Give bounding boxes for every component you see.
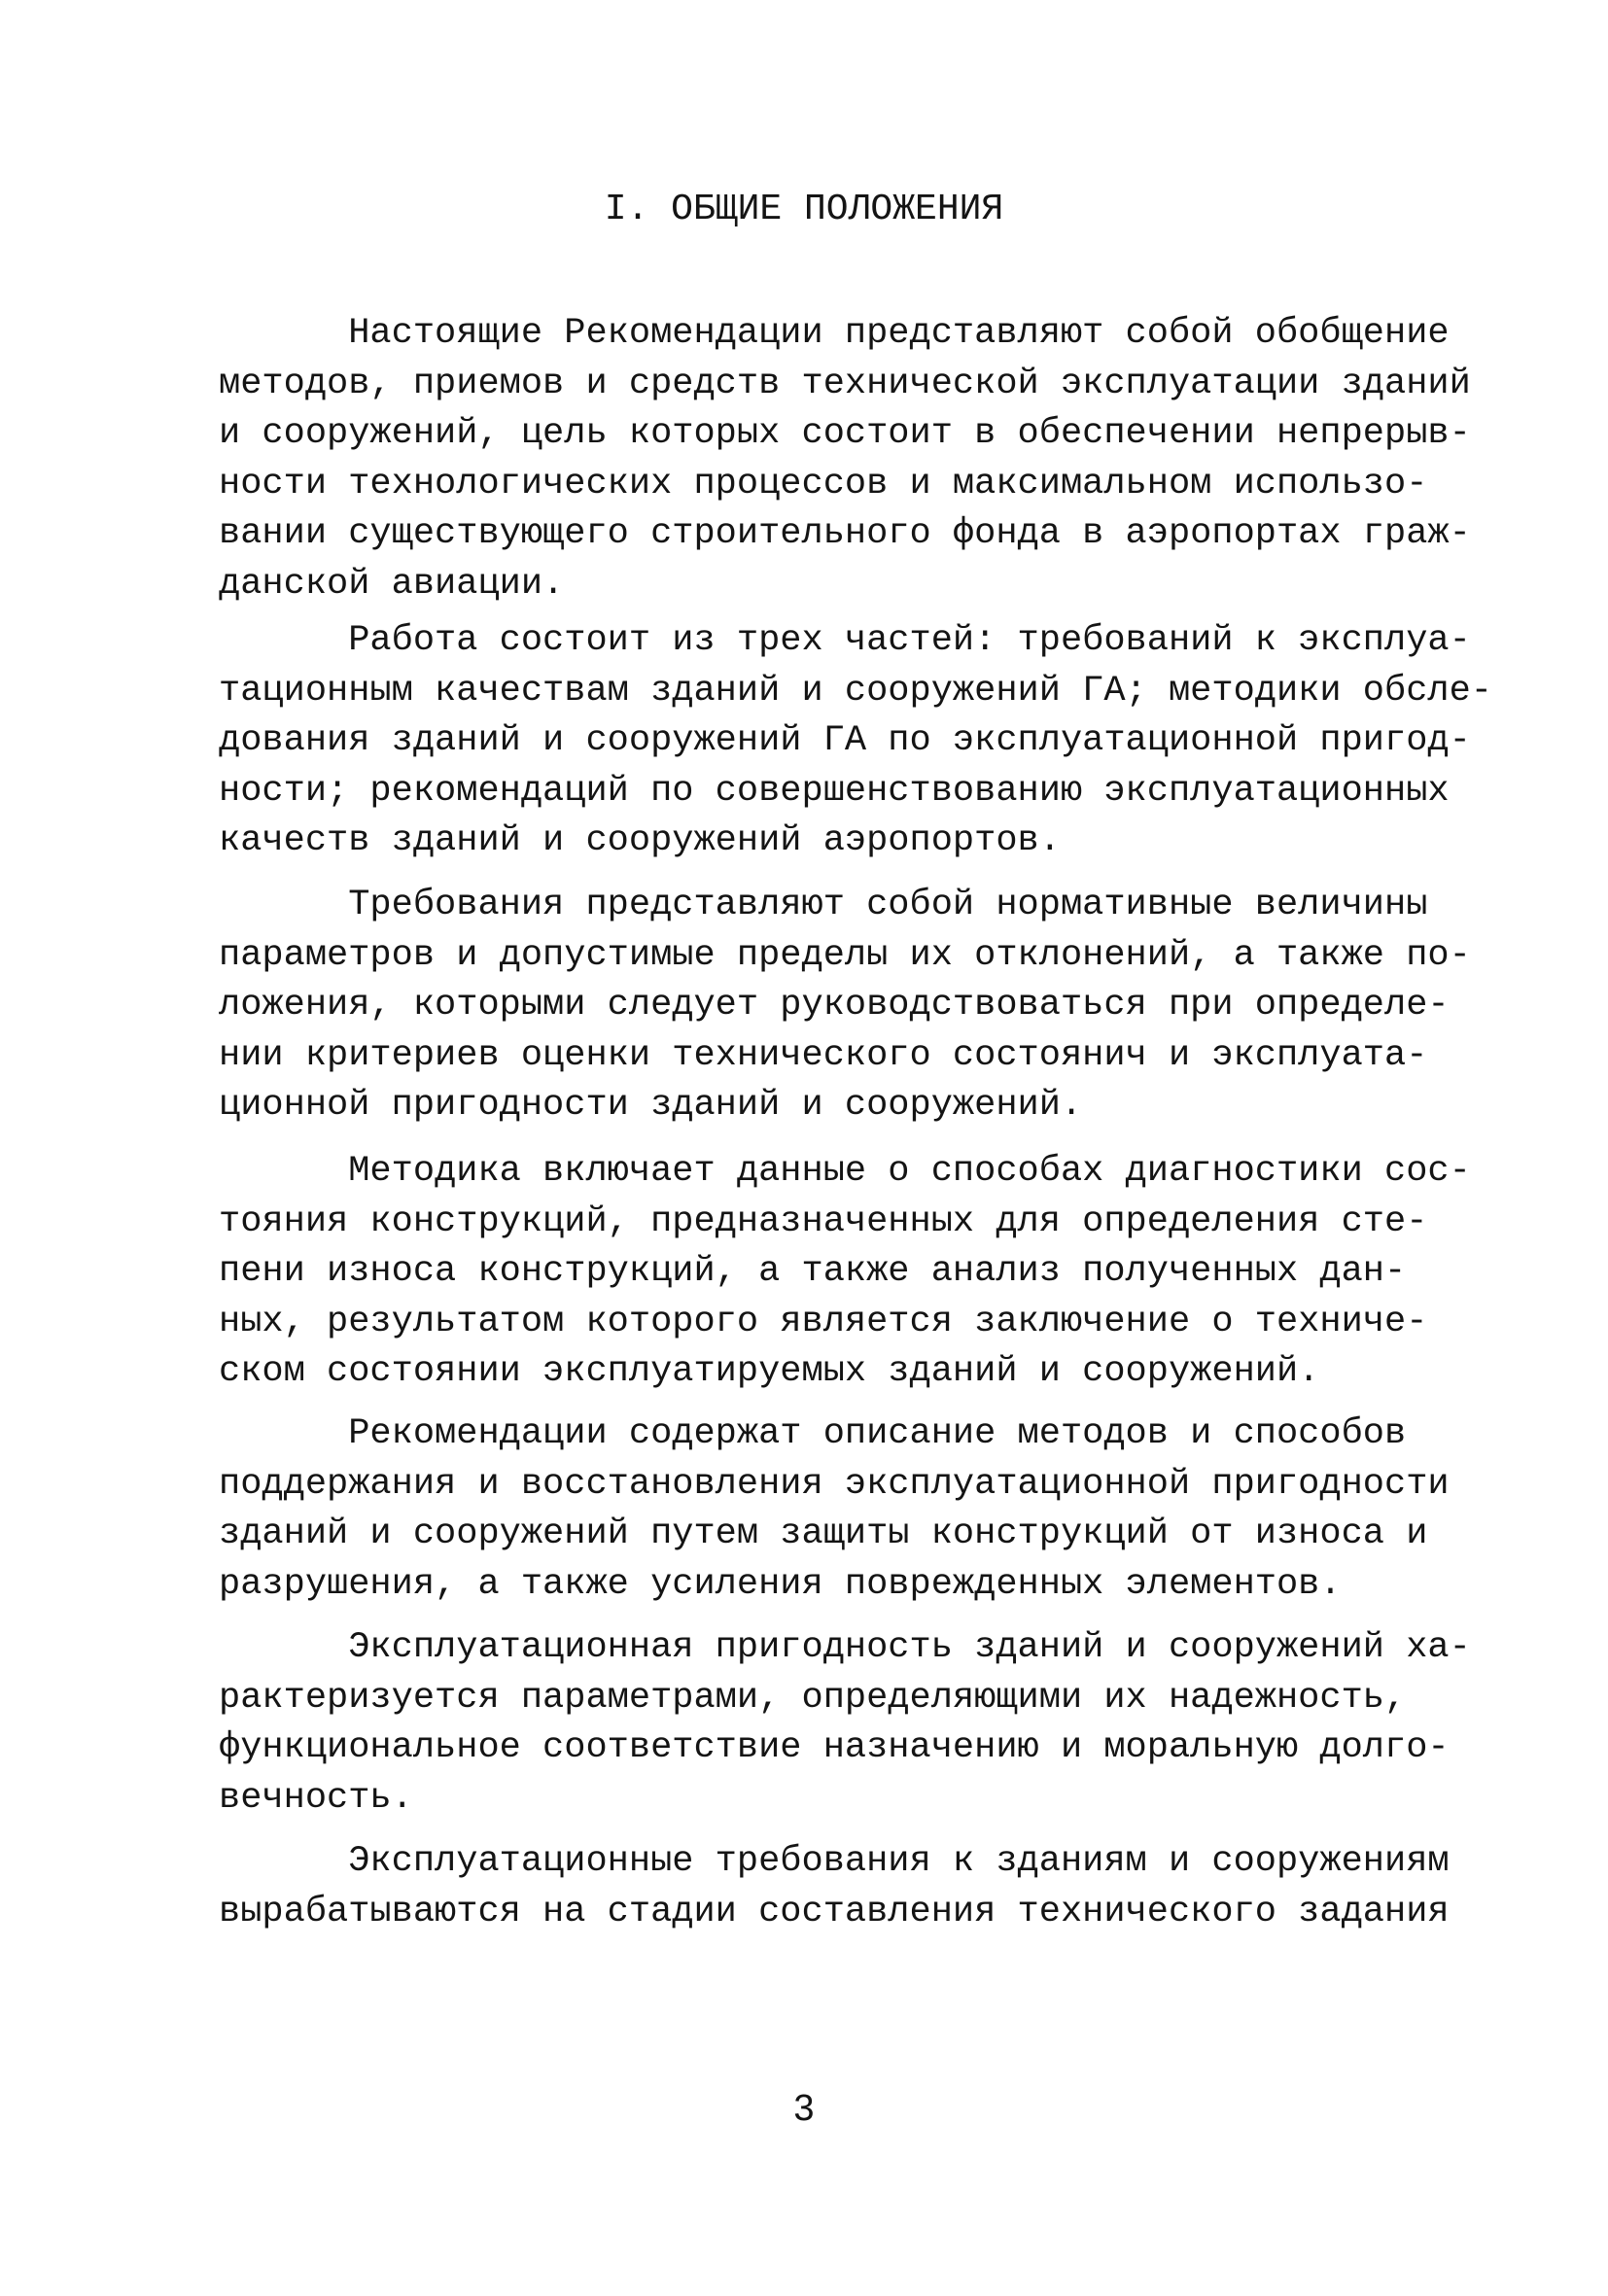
text-line: рактеризуется параметрами, определяющими их надежность, [219,1677,1407,1719]
text-line: ложения, которыми следует руководствоваться при определе- [219,985,1450,1026]
text-line: параметров и допустимые пределы их отклонений, а также по- [219,934,1471,976]
text-line: тояния конструкций, предназначенных для определения сте- [219,1200,1428,1242]
text-line: ском состоянии эксплуатируемых зданий и сооружений. [219,1351,1320,1392]
paragraph-4 [219,1147,1471,1398]
text-line: тационным качествам зданий и сооружений ГА; методики обсле- [219,670,1493,712]
text-line: ционной пригодности зданий и сооружений. [219,1085,1083,1126]
text-line: нии критериев оценки технического состоянич и эксплуата- [219,1034,1428,1076]
text-line: и сооружений, цель которых состоит в обеспечении непрерыв- [219,413,1471,454]
text-line: поддержания и восстановления эксплуатационной пригодности [219,1463,1450,1505]
text-line: вечность. [219,1777,413,1819]
paragraph-5 [219,1409,1450,1610]
text-line: зданий и сооружений путем защиты конструкций от износа и [219,1513,1428,1554]
text-line: вырабатываются на стадии составления технического задания [219,1891,1450,1932]
text-line: дования зданий и сооружений ГА по эксплуатационной пригод- [219,720,1471,761]
page-number: 3 [793,2088,815,2129]
paragraph-1 [219,309,1471,609]
text-line: качеств зданий и сооружений аэропортов. [219,820,1061,861]
text-line: разрушения, а также усиления поврежденных элементов. [219,1563,1342,1605]
text-line: вании существующего строительного фонда в аэропортах граж- [219,513,1471,554]
text-line: пени износа конструкций, а также анализ полученных дан- [219,1251,1407,1292]
text-line: ности технологических процессов и максимальном использо- [219,463,1428,504]
paragraph-3 [219,881,1471,1131]
section-heading: I. ОБЩИЕ ПОЛОЖЕНИЯ [604,189,1004,230]
text-line: Работа состоит из трех частей: требований к эксплуа- [219,620,1471,661]
text-line: Настоящие Рекомендации представляют собой обобщение [219,313,1450,354]
text-line: Эксплуатационные требования к зданиям и сооружениям [219,1841,1450,1882]
text-line: Требования представляют собой нормативные величины [219,885,1428,925]
text-line: методов, приемов и средств технической эксплуатации зданий [219,363,1471,404]
text-line: ности; рекомендаций по совершенствованию эксплуатационных [219,770,1450,812]
text-line: Эксплуатационная пригодность зданий и сооружений ха- [219,1627,1471,1668]
paragraph-6 [219,1623,1471,1824]
text-line: ных, результатом которого является заключение о техниче- [219,1301,1428,1342]
paragraph-7 [219,1837,1450,1937]
text-line: данской авиации. [219,563,565,605]
text-line: Рекомендации содержат описание методов и способов [219,1413,1407,1454]
text-line: Методика включает данные о способах диагностики сос- [219,1151,1471,1192]
paragraph-2 [219,616,1493,867]
text-line: функциональное соответствие назначению и моральную долго- [219,1727,1450,1768]
